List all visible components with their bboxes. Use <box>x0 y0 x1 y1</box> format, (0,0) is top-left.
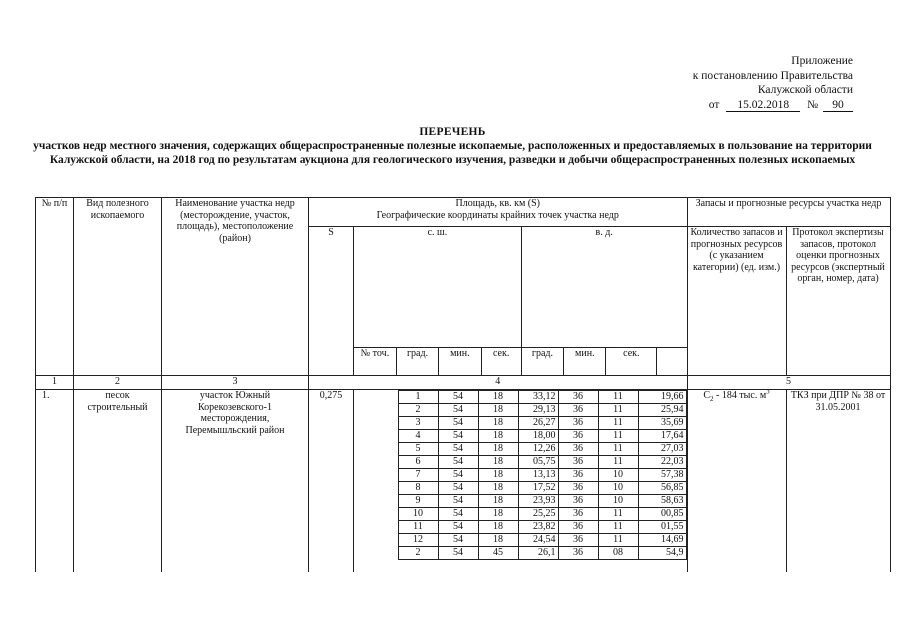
col-number-4: 4 <box>309 376 688 390</box>
coord-point: 6 <box>398 456 438 469</box>
coordinate-spacer <box>354 430 398 443</box>
row-protocol: ТКЗ при ДПР № 38 от 31.05.2001 <box>786 390 890 572</box>
coord-lat-min: 45 <box>478 547 518 560</box>
coord-lon-min: 10 <box>598 495 638 508</box>
header-coords-cell <box>354 227 688 348</box>
coord-lat-sec: 17,52 <box>518 482 558 495</box>
coord-lat-sec: 26,27 <box>518 417 558 430</box>
coordinate-spacer <box>354 495 398 508</box>
coord-lon-deg: 36 <box>558 391 598 404</box>
coord-lon-min: 11 <box>598 456 638 469</box>
coordinate-row <box>354 534 686 547</box>
coord-lon-sec: 27,03 <box>638 443 686 456</box>
coordinate-row <box>354 456 686 469</box>
coord-point: 2 <box>398 404 438 417</box>
qty-unit-power: 3 <box>766 389 770 396</box>
coord-lat-sec: 12,26 <box>518 443 558 456</box>
coord-lat-min: 18 <box>478 443 518 456</box>
coord-lon-min: 08 <box>598 547 638 560</box>
coordinate-spacer <box>354 521 398 534</box>
coord-point: 4 <box>398 430 438 443</box>
coord-lon-min: 11 <box>598 508 638 521</box>
coordinate-row <box>354 482 686 495</box>
col-number-1: 1 <box>36 376 74 390</box>
coord-lat-min: 18 <box>478 391 518 404</box>
header-mineral-type: Вид полезного ископаемого <box>74 198 162 376</box>
decree-date: 15.02.2018 <box>726 99 800 112</box>
coord-point: 9 <box>398 495 438 508</box>
coordinate-row <box>354 521 686 534</box>
coord-lon-sec: 35,69 <box>638 417 686 430</box>
appendix-line-3: Калужской области <box>757 84 853 96</box>
coord-point: 12 <box>398 534 438 547</box>
coord-lat-deg: 54 <box>438 456 478 469</box>
coord-lon-min: 11 <box>598 391 638 404</box>
coord-lon-min: 11 <box>598 417 638 430</box>
coord-lon-sec: 57,38 <box>638 469 686 482</box>
coord-point: 10 <box>398 508 438 521</box>
coordinate-row <box>354 495 686 508</box>
coordinate-spacer <box>354 417 398 430</box>
coord-lon-deg: 36 <box>558 534 598 547</box>
coord-lon-min: 10 <box>598 482 638 495</box>
coord-lon-sec: 17,64 <box>638 430 686 443</box>
row-site-name: участок Южный Корекозевского-1 месторождения, Перемышльский район <box>162 390 309 572</box>
coord-lat-min: 18 <box>478 404 518 417</box>
coordinate-row <box>354 391 686 404</box>
coordinates-cell <box>354 390 688 572</box>
coord-point: 11 <box>398 521 438 534</box>
coord-lon-deg: 36 <box>558 547 598 560</box>
col-number-5: 5 <box>687 376 890 390</box>
coord-lon-deg: 36 <box>558 521 598 534</box>
coord-lat-sec: 26,1 <box>518 547 558 560</box>
header-lon-sec: сек. <box>606 348 657 375</box>
row-area-s: 0,275 <box>309 390 354 572</box>
document-title <box>30 126 875 167</box>
coord-lon-sec: 00,85 <box>638 508 686 521</box>
coord-lon-sec: 25,94 <box>638 404 686 417</box>
coord-lon-deg: 36 <box>558 430 598 443</box>
coord-lat-deg: 54 <box>438 547 478 560</box>
coord-lat-deg: 54 <box>438 495 478 508</box>
header-lat: с. ш. <box>354 227 521 347</box>
qty-category: С <box>703 390 710 401</box>
coordinate-spacer <box>354 443 398 456</box>
coord-lon-min: 11 <box>598 430 638 443</box>
coordinate-spacer <box>354 469 398 482</box>
coord-lat-min: 18 <box>478 469 518 482</box>
coord-lat-sec: 24,54 <box>518 534 558 547</box>
coord-lat-deg: 54 <box>438 521 478 534</box>
coord-lon-deg: 36 <box>558 443 598 456</box>
header-s: S <box>309 227 354 376</box>
coord-lat-deg: 54 <box>438 443 478 456</box>
coord-lon-deg: 36 <box>558 456 598 469</box>
header-area-geo <box>309 198 688 227</box>
coord-point: 7 <box>398 469 438 482</box>
header-site-name: Наименование участка недр (месторождение, участок, площадь), местоположение (район) <box>162 198 309 376</box>
row-mineral-type: песок строительный <box>74 390 162 572</box>
coord-lat-sec: 33,12 <box>518 391 558 404</box>
header-lat-min: мин. <box>439 348 481 375</box>
coord-lon-sec: 54,9 <box>638 547 686 560</box>
col-number-2: 2 <box>74 376 162 390</box>
coord-lon-sec: 22,03 <box>638 456 686 469</box>
number-label: № <box>807 98 819 111</box>
coord-lat-deg: 54 <box>438 469 478 482</box>
coordinate-row <box>354 508 686 521</box>
coord-lon-sec: 14,69 <box>638 534 686 547</box>
header-protocol: Протокол экспертизы запасов, протокол оценки прогнозных ресурсов (экспертный орган, номер, дата) <box>786 227 890 376</box>
coord-lon-sec: 01,55 <box>638 521 686 534</box>
coord-lon-deg: 36 <box>558 469 598 482</box>
coordinate-row <box>354 404 686 417</box>
coord-lat-min: 18 <box>478 508 518 521</box>
coordinate-spacer <box>354 508 398 521</box>
coordinate-spacer <box>354 482 398 495</box>
coordinate-row <box>354 430 686 443</box>
header-coords-table <box>354 227 687 347</box>
subsoil-table <box>35 197 891 572</box>
coordinate-spacer <box>354 391 398 404</box>
coordinate-row <box>354 547 686 560</box>
header-lat-deg: град. <box>396 348 438 375</box>
coord-lat-sec: 18,00 <box>518 430 558 443</box>
coord-lat-sec: 23,82 <box>518 521 558 534</box>
header-num: № п/п <box>36 198 74 376</box>
coord-lon-min: 11 <box>598 404 638 417</box>
coord-lat-deg: 54 <box>438 534 478 547</box>
header-sub-table <box>354 348 687 375</box>
coord-lat-sec: 13,13 <box>518 469 558 482</box>
header-sub-cell <box>354 348 688 376</box>
appendix-date-line <box>693 98 853 113</box>
qty-category-index: 2 <box>709 395 714 403</box>
coord-lat-sec: 25,25 <box>518 508 558 521</box>
coord-lat-min: 18 <box>478 534 518 547</box>
title-subtitle: участков недр местного значения, содержащих общераспространенные полезные ископаемые, расположенных и предоставляемых в пользование на территории Калужской области, на 2018 год по результатам аукциона для геологического изучения, разведки и добычи общераспространенных полезных ископаемых <box>33 139 872 166</box>
coord-point: 1 <box>398 391 438 404</box>
coord-lon-sec: 19,66 <box>638 391 686 404</box>
appendix-line-2: к постановлению Правительства <box>692 69 853 82</box>
coord-lon-sec: 56,85 <box>638 482 686 495</box>
coord-lat-min: 18 <box>478 482 518 495</box>
coord-lon-min: 11 <box>598 443 638 456</box>
coord-lon-min: 11 <box>598 521 638 534</box>
coord-point: 2 <box>398 547 438 560</box>
coordinates-table <box>354 390 687 560</box>
coord-lon-deg: 36 <box>558 482 598 495</box>
coord-point: 3 <box>398 417 438 430</box>
coord-lon-deg: 36 <box>558 417 598 430</box>
coord-lat-deg: 54 <box>438 508 478 521</box>
coord-lon-deg: 36 <box>558 404 598 417</box>
coord-lon-deg: 36 <box>558 508 598 521</box>
header-lon-min: мин. <box>564 348 606 375</box>
coord-lat-sec: 29,13 <box>518 404 558 417</box>
row-reserves-qty <box>687 390 786 572</box>
header-lon-deg: град. <box>521 348 563 375</box>
appendix-block <box>693 54 853 112</box>
coord-lat-min: 18 <box>478 521 518 534</box>
coord-lat-deg: 54 <box>438 391 478 404</box>
coord-lon-min: 10 <box>598 469 638 482</box>
coord-lat-min: 18 <box>478 456 518 469</box>
header-area: Площадь, кв. км (S) <box>455 198 540 209</box>
coord-lon-min: 11 <box>598 534 638 547</box>
header-geo: Географические координаты крайних точек участка недр <box>376 209 619 221</box>
coord-point: 5 <box>398 443 438 456</box>
coordinate-row <box>354 469 686 482</box>
coordinate-row <box>354 443 686 456</box>
coord-lat-deg: 54 <box>438 404 478 417</box>
appendix-line-1: Приложение <box>791 55 853 67</box>
decree-number: 90 <box>823 99 853 112</box>
header-lon: в. д. <box>521 227 686 347</box>
coord-lat-min: 18 <box>478 417 518 430</box>
title-heading: ПЕРЕЧЕНЬ <box>419 126 486 138</box>
coord-point: 8 <box>398 482 438 495</box>
table-row <box>36 390 891 572</box>
header-blank <box>657 348 687 375</box>
coord-lat-min: 18 <box>478 430 518 443</box>
coord-lat-min: 18 <box>478 495 518 508</box>
coordinate-spacer <box>354 404 398 417</box>
coord-lat-sec: 23,93 <box>518 495 558 508</box>
coordinate-spacer <box>354 456 398 469</box>
header-qty: Количество запасов и прогнозных ресурсов (с указанием категории) (ед. изм.) <box>687 227 786 376</box>
col-number-3: 3 <box>162 376 309 390</box>
coord-lon-deg: 36 <box>558 495 598 508</box>
coordinate-row <box>354 417 686 430</box>
coord-lon-sec: 58,63 <box>638 495 686 508</box>
coordinate-spacer <box>354 547 398 560</box>
coord-lat-deg: 54 <box>438 430 478 443</box>
coord-lat-deg: 54 <box>438 417 478 430</box>
header-point: № точ. <box>354 348 396 375</box>
coordinate-spacer <box>354 534 398 547</box>
header-lat-sec: сек. <box>481 348 521 375</box>
coord-lat-deg: 54 <box>438 482 478 495</box>
from-label: от <box>708 98 720 111</box>
header-reserves: Запасы и прогнозные ресурсы участка недр <box>687 198 890 227</box>
coord-lat-sec: 05,75 <box>518 456 558 469</box>
row-num: 1. <box>36 390 74 572</box>
qty-value: - 184 тыс. м <box>713 390 767 401</box>
